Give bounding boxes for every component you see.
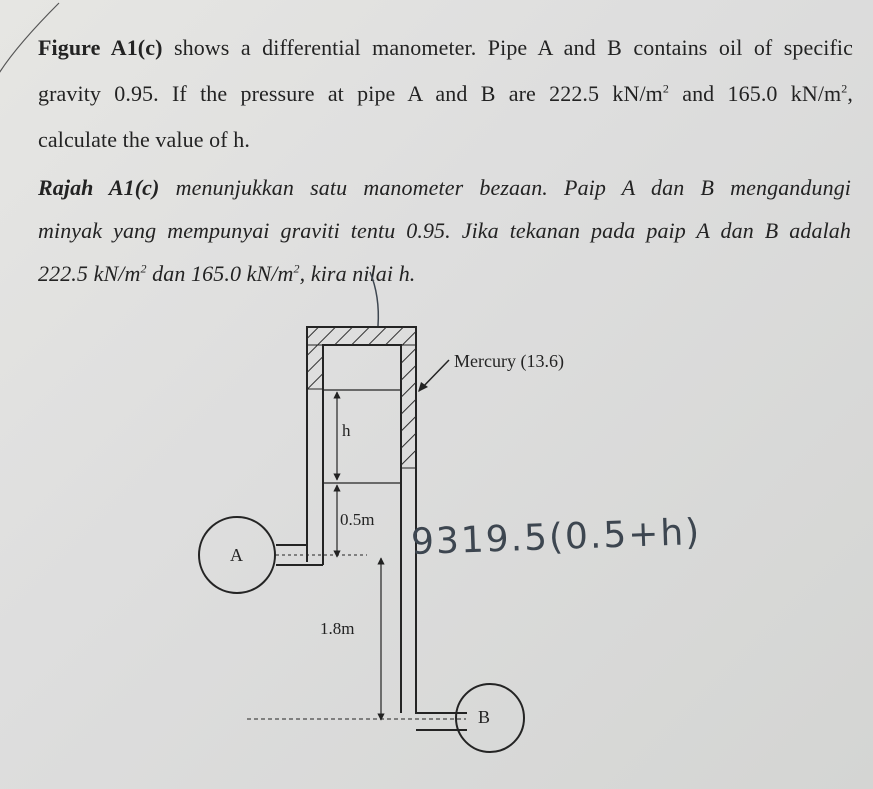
figure-reference-malay: Rajah A1(c) [38, 175, 160, 200]
malay-line-2: minyak yang mempunyai graviti tentu 0.95. Jika tekanan pada paip A dan B adalah [38, 218, 851, 243]
one-eight-dimension-label: 1.8m [320, 619, 355, 638]
english-line-1 [38, 25, 853, 71]
malay-superscript-1: 2 [140, 261, 147, 276]
mercury-pointer-head [418, 382, 428, 392]
english-line-2-text-a: gravity 0.95. If the pressure at pipe A and B are 222.5 kN/m [38, 81, 663, 106]
english-line-1-text: shows a differential manometer. Pipe A and B contains oil of specific [162, 35, 853, 60]
malay-line-3-text-a: 222.5 kN/m [38, 261, 141, 286]
figure-reference-english: Figure A1(c) [38, 35, 163, 60]
left-hatch [307, 345, 323, 389]
malay-line-1-text: menunjukkan satu manometer bezaan. Paip A dan B mengandungi [159, 175, 852, 200]
pipe-a-connector [276, 545, 323, 565]
top-hatch [307, 327, 416, 345]
handwritten-working: 9319.5(0.5+h) [410, 511, 702, 564]
mercury-label: Mercury (13.6) [454, 351, 564, 371]
english-superscript-1: 2 [662, 81, 669, 96]
pipe-a-label: A [230, 545, 243, 565]
mercury-pointer-line [419, 360, 449, 391]
question-malay [38, 166, 851, 295]
half-meter-dimension-label: 0.5m [340, 510, 375, 529]
english-line-2-text-b: and 165.0 kN/m [668, 81, 842, 106]
malay-line-1 [38, 166, 851, 209]
question-english [38, 25, 853, 163]
malay-line-3-text-b: dan 165.0 kN/m [146, 261, 294, 286]
h-dimension-label: h [342, 421, 351, 440]
english-line-2 [38, 71, 853, 117]
right-hatch [401, 345, 416, 468]
malay-line-3-text-c: , kira nilai h. [299, 261, 416, 286]
english-superscript-2: 2 [841, 81, 848, 96]
english-line-2-text-c: , [847, 81, 853, 106]
pipe-b-label: B [478, 707, 491, 727]
malay-line-3 [38, 252, 851, 295]
english-line-3: calculate the value of h. [38, 127, 251, 152]
malay-superscript-2: 2 [293, 261, 300, 276]
